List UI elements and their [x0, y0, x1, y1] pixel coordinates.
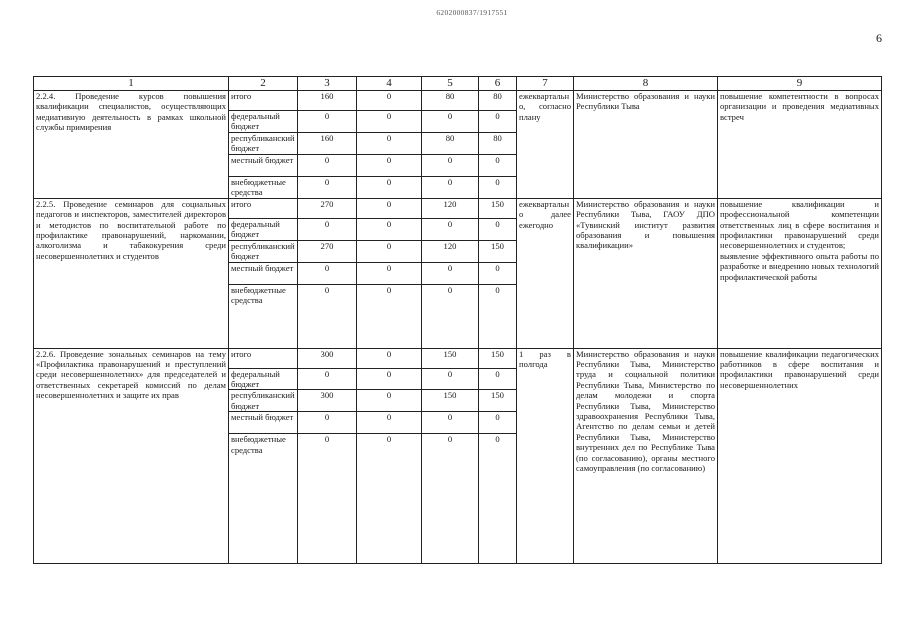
amount-year2-cell: 80: [422, 132, 479, 154]
amount-year2-cell: 0: [422, 412, 479, 434]
amount-year3-cell: 0: [479, 154, 517, 176]
amount-total-cell: 0: [298, 111, 357, 133]
amount-year3-cell: 150: [479, 348, 517, 368]
amount-total-cell: 300: [298, 348, 357, 368]
funding-source-cell: внебюджетные средства: [229, 176, 298, 198]
activity-name-cell: 2.2.4. Проведение курсов повышения квалификации специалистов, осуществляющих медиативную деятельность в рамках школьной службы примирения: [34, 91, 229, 199]
amount-total-cell: 270: [298, 240, 357, 262]
amount-year3-cell: 150: [479, 198, 517, 218]
amount-year2-cell: 150: [422, 348, 479, 368]
funding-source-cell: федеральный бюджет: [229, 368, 298, 390]
amount-year2-cell: 0: [422, 111, 479, 133]
funding-source-cell: республиканский бюджет: [229, 132, 298, 154]
amount-year2-cell: 0: [422, 218, 479, 240]
document-id: 6202000837/1917551: [436, 8, 508, 17]
amount-year1-cell: 0: [357, 132, 422, 154]
amount-year2-cell: 120: [422, 198, 479, 218]
amount-year3-cell: 0: [479, 368, 517, 390]
amount-total-cell: 0: [298, 176, 357, 198]
column-number-5: 5: [422, 77, 479, 91]
amount-year1-cell: 0: [357, 284, 422, 348]
expected-result-cell: повышение квалификации и профессиональной компетенции ответственных лиц в сфере воспитания и профилактики правонарушений среди несовершеннолетних и студентов; выявление эффективного опыта работы по разработке и внедрению новых технологий профилактической работы: [718, 198, 882, 348]
page-number: 6: [876, 31, 882, 45]
amount-year3-cell: 0: [479, 218, 517, 240]
term-cell: 1 раз в полгода: [517, 348, 574, 564]
amount-year2-cell: 0: [422, 368, 479, 390]
amount-year2-cell: 0: [422, 434, 479, 564]
amount-year1-cell: 0: [357, 218, 422, 240]
funding-source-cell: республиканский бюджет: [229, 390, 298, 412]
amount-year1-cell: 0: [357, 390, 422, 412]
column-number-row: [34, 77, 882, 91]
column-number-6: 6: [479, 77, 517, 91]
amount-total-cell: 0: [298, 368, 357, 390]
column-number-7: 7: [517, 77, 574, 91]
amount-year1-cell: 0: [357, 412, 422, 434]
amount-total-cell: 0: [298, 434, 357, 564]
amount-year3-cell: 0: [479, 111, 517, 133]
funding-source-cell: местный бюджет: [229, 412, 298, 434]
activity-name-cell: 2.2.5. Проведение семинаров для социальных педагогов и инспекторов, заместителей директоров и методистов по воспитательной работе по профилактике правонарушений, наркомании, алкоголизма и табакокурения среди несовершеннолетних и студентов: [34, 198, 229, 348]
table-row: [34, 198, 882, 218]
expected-result-cell: повышение компетентности в вопросах организации и проведения медиативных встреч: [718, 91, 882, 199]
funding-source-cell: внебюджетные средства: [229, 434, 298, 564]
funding-source-cell: местный бюджет: [229, 262, 298, 284]
funding-source-cell: республиканский бюджет: [229, 240, 298, 262]
amount-year3-cell: 80: [479, 132, 517, 154]
term-cell: ежеквартально, согласно плану: [517, 91, 574, 199]
amount-year3-cell: 150: [479, 390, 517, 412]
amount-year3-cell: 0: [479, 262, 517, 284]
funding-source-cell: итого: [229, 198, 298, 218]
column-number-9: 9: [718, 77, 882, 91]
column-number-4: 4: [357, 77, 422, 91]
funding-source-cell: итого: [229, 91, 298, 111]
funding-source-cell: внебюджетные средства: [229, 284, 298, 348]
funding-source-cell: федеральный бюджет: [229, 218, 298, 240]
executors-cell: Министерство образования и науки Республики Тыва, ГАОУ ДПО «Тувинский институт развития образования и повышения квалификации»: [574, 198, 718, 348]
column-number-3: 3: [298, 77, 357, 91]
column-number-2: 2: [229, 77, 298, 91]
amount-year3-cell: 0: [479, 412, 517, 434]
amount-total-cell: 300: [298, 390, 357, 412]
amount-year3-cell: 80: [479, 91, 517, 111]
amount-year3-cell: 150: [479, 240, 517, 262]
amount-year1-cell: 0: [357, 434, 422, 564]
activity-name-cell: 2.2.6. Проведение зональных семинаров на тему «Профилактика правонарушений и преступлений среди несовершеннолетних» для председателей и ответственных секретарей комиссий по делам несовершеннолетних и защите их прав: [34, 348, 229, 564]
amount-total-cell: 160: [298, 91, 357, 111]
amount-total-cell: 0: [298, 412, 357, 434]
amount-year2-cell: 0: [422, 262, 479, 284]
amount-year2-cell: 0: [422, 176, 479, 198]
executors-cell: Министерство образования и науки Республики Тыва: [574, 91, 718, 199]
amount-year2-cell: 120: [422, 240, 479, 262]
amount-year2-cell: 0: [422, 284, 479, 348]
term-cell: ежеквартально далее ежегодно: [517, 198, 574, 348]
amount-year1-cell: 0: [357, 368, 422, 390]
table-row: [34, 91, 882, 111]
amount-year1-cell: 0: [357, 154, 422, 176]
amount-total-cell: 270: [298, 198, 357, 218]
amount-total-cell: 0: [298, 218, 357, 240]
amount-year2-cell: 0: [422, 154, 479, 176]
amount-total-cell: 0: [298, 284, 357, 348]
column-number-8: 8: [574, 77, 718, 91]
funding-source-cell: итого: [229, 348, 298, 368]
funding-source-cell: местный бюджет: [229, 154, 298, 176]
executors-cell: Министерство образования и науки Республики Тыва, Министерство труда и социальной политики Республики Тыва, Министерство по делам молодежи и спорта Республики Тыва, Министерство здравоохранения Республики Тыва, Агентство по делам семьи и детей Республики Тыва, Министерство внутренних дел по Республике Тыва (по согласованию), органы местного самоуправления (по согласованию): [574, 348, 718, 564]
amount-year1-cell: 0: [357, 348, 422, 368]
amount-year1-cell: 0: [357, 111, 422, 133]
amount-year3-cell: 0: [479, 434, 517, 564]
expected-result-cell: повышение квалификации педагогических работников в сфере воспитания и профилактики правонарушений среди несовершеннолетних: [718, 348, 882, 564]
column-number-1: 1: [34, 77, 229, 91]
program-activities-table: [33, 76, 882, 564]
amount-year1-cell: 0: [357, 176, 422, 198]
amount-total-cell: 0: [298, 262, 357, 284]
table-row: [34, 348, 882, 368]
amount-year1-cell: 0: [357, 240, 422, 262]
amount-total-cell: 160: [298, 132, 357, 154]
amount-year1-cell: 0: [357, 198, 422, 218]
table-body: [34, 91, 882, 564]
amount-year2-cell: 80: [422, 91, 479, 111]
amount-year1-cell: 0: [357, 91, 422, 111]
amount-total-cell: 0: [298, 154, 357, 176]
amount-year3-cell: 0: [479, 284, 517, 348]
amount-year3-cell: 0: [479, 176, 517, 198]
amount-year2-cell: 150: [422, 390, 479, 412]
amount-year1-cell: 0: [357, 262, 422, 284]
funding-source-cell: федеральный бюджет: [229, 111, 298, 133]
